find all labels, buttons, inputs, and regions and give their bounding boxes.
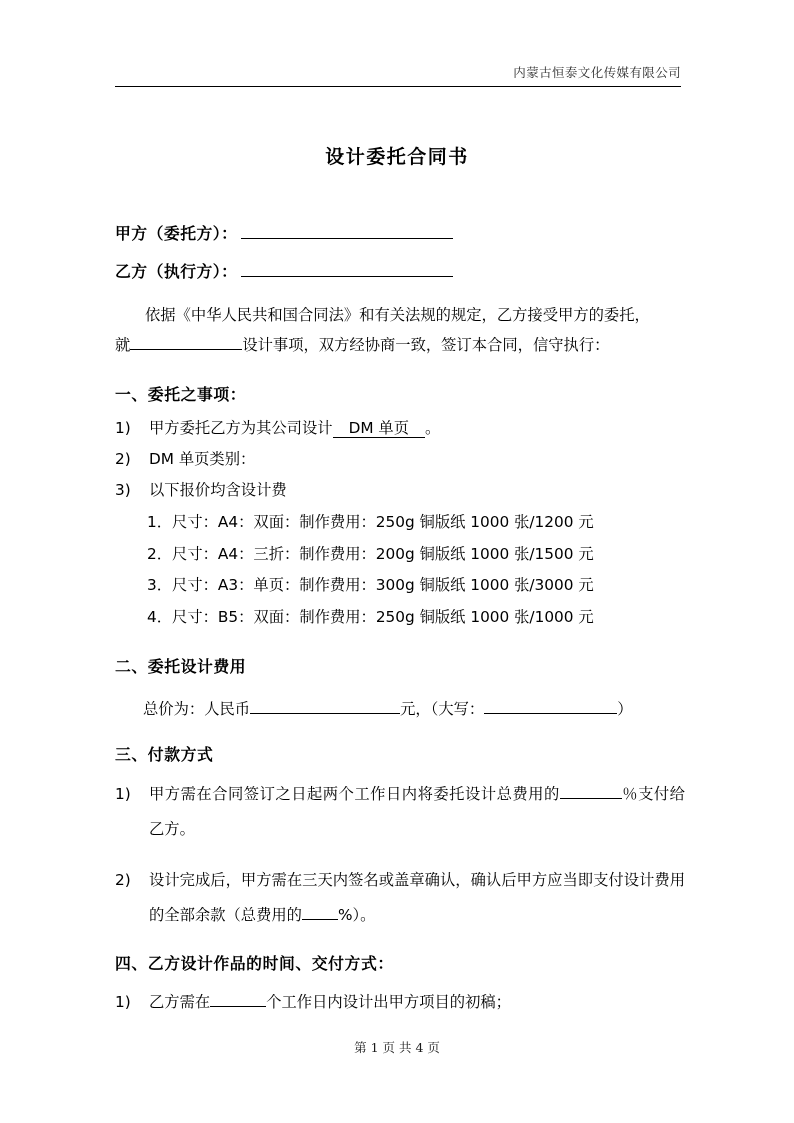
list-item-text-tail: 。	[425, 419, 441, 438]
party-label-jiafang: 甲方（委托方）：	[115, 224, 238, 243]
total-fee-blank-words[interactable]	[484, 699, 617, 714]
section-4-list	[115, 985, 685, 1020]
header-company-name: 内蒙古恒泰文化传媒有限公司	[513, 65, 681, 80]
intro-line-2-suffix: 设计事项，双方经协商一致，签订本合同，信守执行：	[242, 335, 610, 354]
list-item	[115, 478, 685, 503]
section-heading-2: 二、委托设计费用	[115, 657, 247, 677]
total-fee-suffix: ）	[617, 699, 633, 718]
section-heading-1: 一、委托之事项：	[115, 384, 247, 404]
section-1-list	[115, 416, 685, 502]
total-fee-line	[143, 698, 685, 722]
total-fee-prefix: 总价为：人民币	[143, 699, 251, 718]
list-item-text: 设计完成后，甲方需在三天内签名或盖章确认，确认后甲方应当即支付设计费用的全部余款（总费用的	[149, 871, 685, 925]
price-list	[115, 510, 685, 629]
total-fee-mid: 元，（大写：	[400, 699, 485, 718]
section-3-list	[115, 777, 685, 934]
list-marker: 1)	[115, 784, 131, 803]
list-marker: 3)	[115, 480, 131, 499]
intro-line-2-prefix: 就	[115, 335, 131, 354]
list-item	[115, 985, 685, 1020]
list-item-text-tail: ％支付给乙方。	[149, 784, 685, 839]
list-item-text: 甲方委托乙方为其公司设计	[149, 419, 333, 438]
party-blank-jiafang[interactable]	[241, 223, 453, 239]
list-item-text-tail: 个工作日内设计出甲方项目的初稿；	[266, 993, 511, 1012]
section-heading-4: 四、乙方设计作品的时间、交付方式：	[115, 953, 394, 973]
list-item	[115, 416, 685, 441]
party-label-yifang: 乙方（执行方）：	[115, 262, 238, 282]
delivery-blank-days[interactable]	[210, 992, 266, 1007]
price-row: 4．尺寸：B5：双面：制作费用：250g 铜版纸 1000 张/1000 元	[147, 607, 594, 626]
page-header	[115, 62, 681, 87]
section-heading-3: 三、付款方式	[115, 745, 214, 765]
list-marker: 1)	[115, 993, 131, 1012]
list-item	[115, 863, 685, 933]
list-item	[115, 777, 685, 847]
intro-blank-subject[interactable]	[130, 335, 242, 350]
document-title: 设计委托合同书	[325, 146, 469, 168]
page-footer: 第 1 页 共 4 页	[354, 1040, 440, 1055]
list-item-text-tail: %）。	[337, 906, 376, 925]
payment-blank-percent-1[interactable]	[560, 784, 622, 799]
party-line-yifang	[115, 260, 685, 284]
party-line-jiafang	[115, 222, 685, 246]
filled-value-dm-danye[interactable]: DM 单页	[333, 419, 425, 438]
list-marker: 1)	[115, 419, 131, 438]
total-fee-blank-amount[interactable]	[250, 699, 400, 714]
intro-line-1: 依据《中华人民共和国合同法》和有关法规的规定，乙方接受甲方的委托，	[145, 305, 650, 324]
price-row: 1．尺寸：A4：双面：制作费用：250g 铜版纸 1000 张/1200 元	[147, 513, 594, 532]
list-item-text: 以下报价均含设计费	[149, 480, 287, 499]
list-marker: 2)	[115, 449, 131, 468]
document-body	[115, 222, 685, 1036]
price-row: 3．尺寸：A3：单页：制作费用：300g 铜版纸 1000 张/3000 元	[147, 576, 594, 595]
intro-paragraph	[115, 301, 685, 361]
list-item-text: 甲方需在合同签订之日起两个工作日内将委托设计总费用的	[149, 784, 560, 803]
list-item	[115, 447, 685, 472]
list-marker: 2)	[115, 871, 131, 890]
list-item-text: 乙方需在	[149, 993, 211, 1012]
party-blank-yifang[interactable]	[241, 261, 453, 277]
price-row: 2．尺寸：A4：三折：制作费用：200g 铜版纸 1000 张/1500 元	[147, 544, 594, 563]
list-item-text: DM 单页类别：	[149, 449, 256, 468]
payment-blank-percent-2[interactable]	[302, 905, 338, 920]
